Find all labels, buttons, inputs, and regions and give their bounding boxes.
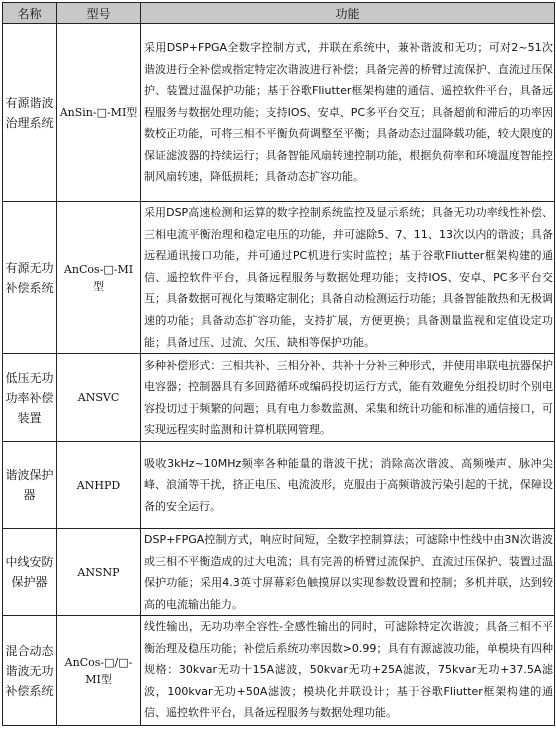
product-function-text: 吸收3kHz~10MHz频率各种能量的谐波干扰；消除高次谐波、高频噪声、脉冲尖峰、浪涌等干扰，挤正电压、电流波形，克服由于高频谐波污染引起的干扰，保障设备的安全运行。 [144,456,553,513]
table-header-row [3,3,555,24]
table-row [3,202,555,354]
product-function [141,529,555,616]
product-model: AnCos-□/□-MI型 [57,616,141,726]
product-model: ANSNP [57,529,141,616]
product-function-text: 采用DSP+FPGA全数字控制方式，并联在系统中，兼补谐波和无功；可对2~51次谐波进行全补偿或指定特定次谐波进行补偿；具备完善的桥臂过流保护、直流过压保护、装置过温保护功能；基于谷歌Fliutter框架构建的通信、遥控软件平台，具备远程服务与数据处理功能；支持IOS、安卓、PC多平台交互；具备超前和滞后的功率因数校正功能，可将三相不平衡负荷调整至平衡；具备动态过温降载功能，较大限度的保证滤波器的持续运行；具备智能风扇转速控制功能，根据负荷率和环境温度智能控制风扇转速，降低损耗；具备动态扩容功能。 [144,40,553,184]
product-function [141,442,555,529]
product-model: AnCos-□-MI型 [57,202,141,354]
header-name: 名称 [3,3,57,24]
product-function-text: 采用DSP高速检测和运算的数字控制系统监控及显示系统；具备无功功率线性补偿、三相电流平衡治理和稳定电压的功能，并可滤除5、7、11、13次以内的谐波；具备远程通讯接口功能，并可通过PC机进行实时监控；基于谷歌Fliutter框架构建的通信、遥控软件平台，具备远程服务与数据处理功能；支持IOS、安卓、PC多平台交互；具备数据可视化与策略定制化；具备自动检测运行功能；具备智能散热和无极调速的功能；具备动态扩容功能，支持扩展，方便更换；具备测量监视和定值设定功能；具备过压、过流、欠压、缺相等保护功能。 [144,206,553,349]
product-name: 低压无功功率补偿装置 [3,354,57,442]
product-name: 混合动态谐波无功补偿系统 [3,616,57,726]
header-function: 功能 [141,3,555,24]
product-model: AnSin-□-MI型 [57,24,141,202]
product-model: ANHPD [57,442,141,529]
table-row [3,24,555,202]
product-function-text: 线性输出，无功功率全容性-全感性输出的同时，可滤除特定次谐波；具备三相不平衡治理及稳压功能；补偿后系统功率因数>0.99；具有有源滤波功能，单模块有四种规格：30kvar无功十15A滤波，50kvar无功+25A滤波，75kvar无功+37.5A滤波，100kvar无功+50A滤波；模块化并联设计；基于谷歌Fliutter框架构建的通信、遥控软件平台，具备远程服务与数据处理功能。 [144,620,553,720]
product-function [141,24,555,202]
product-name: 有源无功补偿系统 [3,202,57,354]
table-row [3,354,555,442]
product-function-text: DSP+FPGA控制方式，响应时间短，全数字控制算法；可滤除中性线中由3N次谐波或三相不平衡造成的过大电流；具有完善的桥臂过流保护、直流过压保护、装置过温保护功能；采用4.3英寸屏幕彩色触摸屏以实现参数设置和控制；多机并联，达到较高的电流输出能力。 [144,533,553,611]
table-row [3,442,555,529]
product-model: ANSVC [57,354,141,442]
product-name: 中线安防保护器 [3,529,57,616]
product-function [141,202,555,354]
table-row [3,529,555,616]
product-function-text: 多种补偿形式：三相共补、三相分补、共补十分补三种形式，并使用串联电抗器保护电容器；控制器具有多回路循环或编码投切运行方式，能有效避免分组投切时个别电容投切过于频繁的问题；具有电力参数监测、采集和统计功能和标准的通信接口，可实现远程实时监测和计算机联网管理。 [144,358,553,437]
header-model: 型号 [57,3,141,24]
product-function [141,354,555,442]
table-row [3,616,555,726]
product-name: 有源谐波治理系统 [3,24,57,202]
product-name: 谐波保护器 [3,442,57,529]
product-function [141,616,555,726]
product-table [2,2,555,726]
